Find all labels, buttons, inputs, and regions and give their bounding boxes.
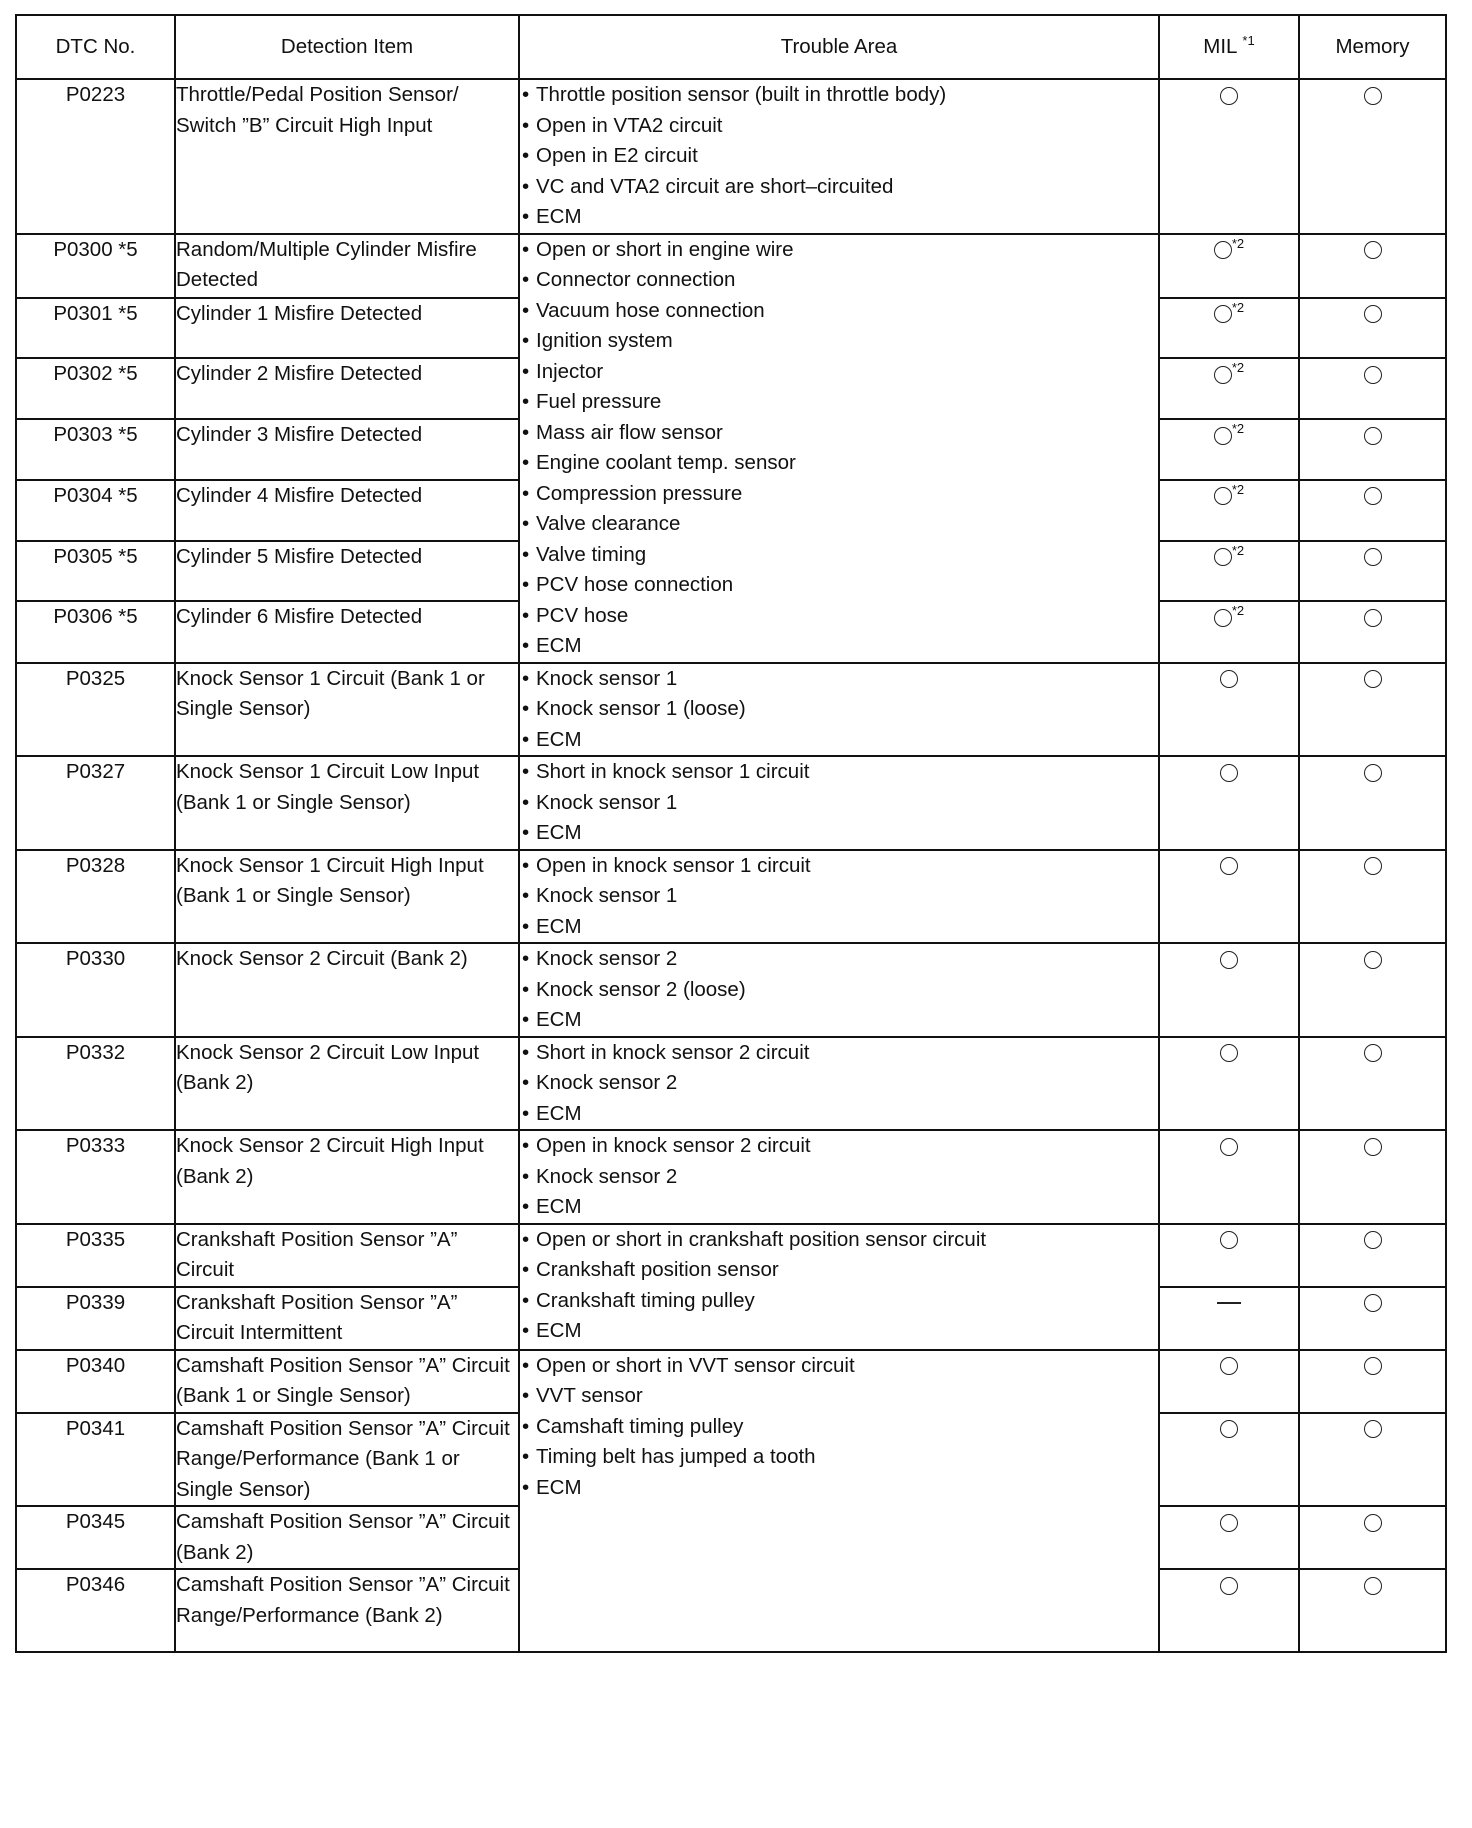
mil-cell — [1159, 1350, 1299, 1413]
dtc-code: P0302 *5 — [16, 358, 175, 419]
trouble-area-item: • ECM — [520, 1473, 1158, 1504]
memory-cell — [1299, 419, 1446, 479]
circle-icon — [1220, 670, 1238, 688]
dtc-code: P0303 *5 — [16, 419, 175, 479]
mil-note-2: *2 — [1231, 421, 1245, 437]
detection-item: Knock Sensor 2 Circuit High Input (Bank 2) — [175, 1130, 519, 1224]
mil-cell — [1159, 1413, 1299, 1507]
header-row — [16, 15, 1446, 79]
dtc-code: P0223 — [16, 79, 175, 234]
circle-icon — [1220, 951, 1238, 969]
mil-cell — [1159, 480, 1299, 541]
header-mil-note: *1 — [1242, 32, 1255, 48]
trouble-area-item: • Valve timing — [520, 540, 1158, 571]
circle-icon — [1220, 1357, 1238, 1375]
trouble-area-item: • Knock sensor 2 — [520, 944, 1158, 975]
circle-icon — [1220, 1231, 1238, 1249]
trouble-area-item: • Camshaft timing pulley — [520, 1412, 1158, 1443]
trouble-area-list — [520, 851, 1158, 943]
detection-item: Camshaft Position Sensor ”A” Circuit Range/Performance (Bank 1 or Single Sensor) — [175, 1413, 519, 1507]
trouble-area-item: • Connector connection — [520, 265, 1158, 296]
circle-icon — [1214, 427, 1232, 445]
trouble-area — [519, 1350, 1159, 1653]
header-detection-item: Detection Item — [175, 15, 519, 79]
table-row — [16, 1037, 1446, 1131]
trouble-area-item: • ECM — [520, 818, 1158, 849]
detection-item: Cylinder 2 Misfire Detected — [175, 358, 519, 419]
circle-icon — [1364, 487, 1382, 505]
trouble-area-item: • ECM — [520, 912, 1158, 943]
dtc-code: P0325 — [16, 663, 175, 757]
circle-icon — [1220, 1420, 1238, 1438]
trouble-area-item: • VC and VTA2 circuit are short–circuited — [520, 172, 1158, 203]
detection-item: Camshaft Position Sensor ”A” Circuit (Bank 1 or Single Sensor) — [175, 1350, 519, 1413]
trouble-area-item: • Open in E2 circuit — [520, 141, 1158, 172]
trouble-area — [519, 1037, 1159, 1131]
detection-item: Cylinder 6 Misfire Detected — [175, 601, 519, 662]
trouble-area-item: • Open in knock sensor 2 circuit — [520, 1131, 1158, 1162]
mil-cell — [1159, 756, 1299, 850]
table-row — [16, 850, 1446, 944]
mil-cell — [1159, 1130, 1299, 1224]
circle-icon — [1364, 87, 1382, 105]
mil-cell — [1159, 1224, 1299, 1287]
trouble-area-item: • Open in VTA2 circuit — [520, 111, 1158, 142]
header-mil-label: MIL — [1203, 34, 1237, 58]
trouble-area — [519, 663, 1159, 757]
trouble-area-item: • Timing belt has jumped a tooth — [520, 1442, 1158, 1473]
trouble-area-list — [520, 664, 1158, 756]
trouble-area-item: • ECM — [520, 202, 1158, 233]
mil-cell — [1159, 663, 1299, 757]
trouble-area-list — [520, 1351, 1158, 1504]
table-row — [16, 663, 1446, 757]
dtc-code: P0300 *5 — [16, 234, 175, 298]
mil-cell — [1159, 419, 1299, 479]
memory-cell — [1299, 943, 1446, 1037]
header-mil — [1159, 15, 1299, 79]
detection-item: Knock Sensor 2 Circuit (Bank 2) — [175, 943, 519, 1037]
trouble-area-item: • Ignition system — [520, 326, 1158, 357]
circle-icon — [1364, 1357, 1382, 1375]
mil-note-2: *2 — [1231, 300, 1245, 316]
trouble-area-item: • Open or short in crankshaft position sensor circuit — [520, 1225, 1158, 1256]
trouble-area-item: • ECM — [520, 1099, 1158, 1130]
trouble-area-item: • PCV hose — [520, 601, 1158, 632]
trouble-area — [519, 850, 1159, 944]
trouble-area — [519, 79, 1159, 234]
circle-icon — [1364, 548, 1382, 566]
detection-item: Camshaft Position Sensor ”A” Circuit (Bank 2) — [175, 1506, 519, 1569]
circle-icon — [1220, 1044, 1238, 1062]
memory-cell — [1299, 663, 1446, 757]
dtc-code: P0340 — [16, 1350, 175, 1413]
circle-icon — [1364, 1044, 1382, 1062]
memory-cell — [1299, 1224, 1446, 1287]
detection-item: Camshaft Position Sensor ”A” Circuit Range/Performance (Bank 2) — [175, 1569, 519, 1652]
trouble-area-item: • Open in knock sensor 1 circuit — [520, 851, 1158, 882]
mil-cell — [1159, 1569, 1299, 1652]
detection-item: Crankshaft Position Sensor ”A” Circuit Intermittent — [175, 1287, 519, 1350]
circle-icon — [1214, 548, 1232, 566]
mil-cell — [1159, 541, 1299, 601]
trouble-area-item: • Short in knock sensor 2 circuit — [520, 1038, 1158, 1069]
mil-cell — [1159, 601, 1299, 662]
dtc-code: P0333 — [16, 1130, 175, 1224]
trouble-area-item: • Knock sensor 1 — [520, 788, 1158, 819]
trouble-area-list — [520, 80, 1158, 233]
circle-icon — [1364, 764, 1382, 782]
table-row — [16, 79, 1446, 234]
table-body — [16, 79, 1446, 1652]
memory-cell — [1299, 1037, 1446, 1131]
mil-cell — [1159, 358, 1299, 419]
mil-note-2: *2 — [1231, 481, 1245, 497]
circle-icon — [1364, 1231, 1382, 1249]
detection-item: Cylinder 3 Misfire Detected — [175, 419, 519, 479]
trouble-area-item: • Short in knock sensor 1 circuit — [520, 757, 1158, 788]
trouble-area-list — [520, 1225, 1158, 1347]
dtc-code: P0341 — [16, 1413, 175, 1507]
detection-item: Throttle/Pedal Position Sensor/ Switch ”B” Circuit High Input — [175, 79, 519, 234]
memory-cell — [1299, 541, 1446, 601]
dtc-code: P0345 — [16, 1506, 175, 1569]
mil-cell — [1159, 1287, 1299, 1350]
dtc-code: P0339 — [16, 1287, 175, 1350]
table-row — [16, 1130, 1446, 1224]
circle-icon — [1364, 1577, 1382, 1595]
circle-icon — [1364, 241, 1382, 259]
dtc-code: P0346 — [16, 1569, 175, 1652]
circle-icon — [1364, 1420, 1382, 1438]
circle-icon — [1214, 609, 1232, 627]
trouble-area-list — [520, 1131, 1158, 1223]
trouble-area — [519, 234, 1159, 663]
memory-cell — [1299, 601, 1446, 662]
trouble-area-item: • Knock sensor 2 — [520, 1068, 1158, 1099]
circle-icon — [1364, 670, 1382, 688]
table-row — [16, 1350, 1446, 1413]
trouble-area — [519, 1224, 1159, 1350]
circle-icon — [1364, 857, 1382, 875]
trouble-area-item: • Crankshaft position sensor — [520, 1255, 1158, 1286]
trouble-area-item: • ECM — [520, 1005, 1158, 1036]
circle-icon — [1364, 609, 1382, 627]
circle-icon — [1364, 305, 1382, 323]
trouble-area-item: • Knock sensor 1 (loose) — [520, 694, 1158, 725]
trouble-area-item: • Open or short in engine wire — [520, 235, 1158, 266]
circle-icon — [1364, 1514, 1382, 1532]
mil-note-2: *2 — [1231, 603, 1245, 619]
trouble-area — [519, 1130, 1159, 1224]
dtc-code: P0306 *5 — [16, 601, 175, 662]
trouble-area-item: • VVT sensor — [520, 1381, 1158, 1412]
trouble-area-list — [520, 944, 1158, 1036]
circle-icon — [1364, 951, 1382, 969]
trouble-area — [519, 943, 1159, 1037]
trouble-area-item: • Engine coolant temp. sensor — [520, 448, 1158, 479]
circle-icon — [1220, 1514, 1238, 1532]
table-row — [16, 943, 1446, 1037]
trouble-area-list — [520, 757, 1158, 849]
detection-item: Cylinder 5 Misfire Detected — [175, 541, 519, 601]
mil-cell — [1159, 943, 1299, 1037]
memory-cell — [1299, 480, 1446, 541]
trouble-area-item: • Knock sensor 1 — [520, 664, 1158, 695]
trouble-area-item: • Knock sensor 1 — [520, 881, 1158, 912]
circle-icon — [1220, 764, 1238, 782]
dtc-table — [15, 14, 1447, 1653]
dtc-code: P0304 *5 — [16, 480, 175, 541]
circle-icon — [1214, 366, 1232, 384]
trouble-area-item: • Fuel pressure — [520, 387, 1158, 418]
trouble-area-item: • ECM — [520, 1316, 1158, 1347]
table-row — [16, 1224, 1446, 1287]
circle-icon — [1214, 487, 1232, 505]
trouble-area-item: • Crankshaft timing pulley — [520, 1286, 1158, 1317]
memory-cell — [1299, 1350, 1446, 1413]
memory-cell — [1299, 1413, 1446, 1507]
mil-cell — [1159, 298, 1299, 358]
memory-cell — [1299, 358, 1446, 419]
detection-item: Knock Sensor 1 Circuit Low Input (Bank 1 or Single Sensor) — [175, 756, 519, 850]
trouble-area-item: • PCV hose connection — [520, 570, 1158, 601]
memory-cell — [1299, 850, 1446, 944]
trouble-area-item: • ECM — [520, 725, 1158, 756]
header-trouble-area: Trouble Area — [519, 15, 1159, 79]
mil-note-2: *2 — [1231, 543, 1245, 559]
dtc-code: P0330 — [16, 943, 175, 1037]
memory-cell — [1299, 1287, 1446, 1350]
trouble-area-item: • Knock sensor 2 (loose) — [520, 975, 1158, 1006]
circle-icon — [1220, 87, 1238, 105]
header-dtc: DTC No. — [16, 15, 175, 79]
mil-cell — [1159, 234, 1299, 298]
dtc-code: P0301 *5 — [16, 298, 175, 358]
table-row — [16, 756, 1446, 850]
memory-cell — [1299, 234, 1446, 298]
trouble-area-item: • Vacuum hose connection — [520, 296, 1158, 327]
dash-icon — [1217, 1302, 1241, 1304]
trouble-area-item: • Open or short in VVT sensor circuit — [520, 1351, 1158, 1382]
trouble-area-item: • Injector — [520, 357, 1158, 388]
circle-icon — [1220, 1577, 1238, 1595]
mil-cell — [1159, 1506, 1299, 1569]
trouble-area-item: • ECM — [520, 631, 1158, 662]
circle-icon — [1364, 1138, 1382, 1156]
detection-item: Knock Sensor 2 Circuit Low Input (Bank 2) — [175, 1037, 519, 1131]
memory-cell — [1299, 1506, 1446, 1569]
detection-item: Random/Multiple Cylinder Misfire Detected — [175, 234, 519, 298]
dtc-code: P0328 — [16, 850, 175, 944]
circle-icon — [1214, 241, 1232, 259]
trouble-area-item: • Compression pressure — [520, 479, 1158, 510]
detection-item: Knock Sensor 1 Circuit High Input (Bank 1 or Single Sensor) — [175, 850, 519, 944]
dtc-code: P0305 *5 — [16, 541, 175, 601]
detection-item: Cylinder 4 Misfire Detected — [175, 480, 519, 541]
table-row — [16, 234, 1446, 298]
trouble-area-list — [520, 235, 1158, 662]
mil-note-2: *2 — [1231, 360, 1245, 376]
trouble-area-item: • ECM — [520, 1192, 1158, 1223]
circle-icon — [1220, 1138, 1238, 1156]
memory-cell — [1299, 79, 1446, 234]
trouble-area — [519, 756, 1159, 850]
dtc-code: P0327 — [16, 756, 175, 850]
memory-cell — [1299, 1569, 1446, 1652]
header-memory: Memory — [1299, 15, 1446, 79]
memory-cell — [1299, 756, 1446, 850]
detection-item: Cylinder 1 Misfire Detected — [175, 298, 519, 358]
mil-cell — [1159, 850, 1299, 944]
circle-icon — [1364, 427, 1382, 445]
circle-icon — [1364, 1294, 1382, 1312]
memory-cell — [1299, 1130, 1446, 1224]
trouble-area-item: • Knock sensor 2 — [520, 1162, 1158, 1193]
dtc-code: P0335 — [16, 1224, 175, 1287]
memory-cell — [1299, 298, 1446, 358]
mil-note-2: *2 — [1231, 235, 1245, 251]
mil-cell — [1159, 79, 1299, 234]
trouble-area-item: • Valve clearance — [520, 509, 1158, 540]
trouble-area-item: • Throttle position sensor (built in throttle body) — [520, 80, 1158, 111]
detection-item: Crankshaft Position Sensor ”A” Circuit — [175, 1224, 519, 1287]
dtc-code: P0332 — [16, 1037, 175, 1131]
mil-cell — [1159, 1037, 1299, 1131]
circle-icon — [1214, 305, 1232, 323]
circle-icon — [1364, 366, 1382, 384]
trouble-area-item: • Mass air flow sensor — [520, 418, 1158, 449]
trouble-area-list — [520, 1038, 1158, 1130]
circle-icon — [1220, 857, 1238, 875]
detection-item: Knock Sensor 1 Circuit (Bank 1 or Single Sensor) — [175, 663, 519, 757]
